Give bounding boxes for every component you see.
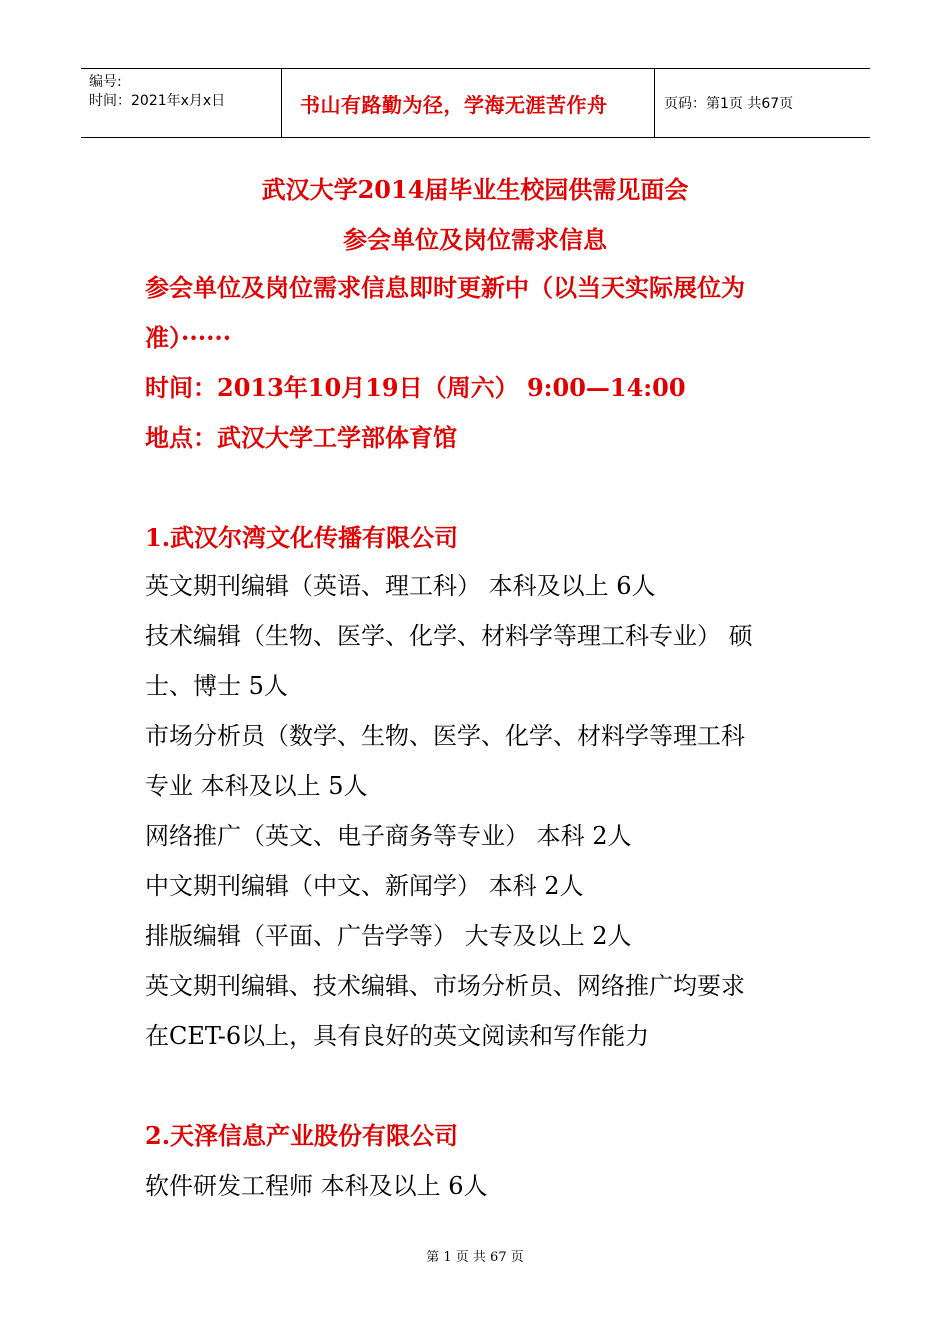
document-title-line1: 武汉大学2014届毕业生校园供需见面会	[261, 175, 689, 204]
header-page-info: 页码：第1页 共67页	[664, 96, 794, 112]
job-line: 排版编辑（平面、广告学等） 大专及以上 2人	[145, 922, 632, 950]
event-place: 地点：武汉大学工学部体育馆	[145, 423, 457, 452]
job-line: 英文期刊编辑、技术编辑、市场分析员、网络推广均要求	[145, 972, 745, 1000]
job-line: 软件研发工程师 本科及以上 6人	[145, 1172, 488, 1200]
time-label: 时间：2021年x月x日	[89, 93, 226, 109]
job-line: 英文期刊编辑（英语、理工科） 本科及以上 6人	[145, 572, 656, 600]
page-header	[81, 68, 870, 138]
event-time: 时间：2013年10月19日（周六） 9:00—14:00	[145, 373, 686, 402]
job-line: 士、博士 5人	[145, 672, 288, 700]
header-motto: 书山有路勤为径，学海无涯苦作舟	[300, 92, 608, 117]
page-footer: 第 1 页 共 67 页	[426, 1250, 524, 1265]
job-line: 在CET-6以上，具有良好的英文阅读和写作能力	[145, 1022, 650, 1050]
notice-line1: 参会单位及岗位需求信息即时更新中（以当天实际展位为	[145, 273, 745, 302]
company-name: 1.武汉尔湾文化传播有限公司	[145, 523, 459, 552]
job-line: 市场分析员（数学、生物、医学、化学、材料学等理工科	[145, 722, 745, 750]
job-line: 技术编辑（生物、医学、化学、材料学等理工科专业） 硕	[145, 622, 753, 650]
notice-line2: 准）······	[145, 323, 232, 352]
company-name: 2.天泽信息产业股份有限公司	[145, 1121, 459, 1150]
job-line: 网络推广（英文、电子商务等专业） 本科 2人	[145, 822, 632, 850]
header-meta	[81, 69, 282, 137]
job-line: 专业 本科及以上 5人	[145, 772, 368, 800]
job-line: 中文期刊编辑（中文、新闻学） 本科 2人	[145, 872, 584, 900]
document-title-line2: 参会单位及岗位需求信息	[343, 225, 607, 254]
header-motto-cell	[282, 69, 655, 137]
number-label: 编号:	[89, 74, 122, 90]
